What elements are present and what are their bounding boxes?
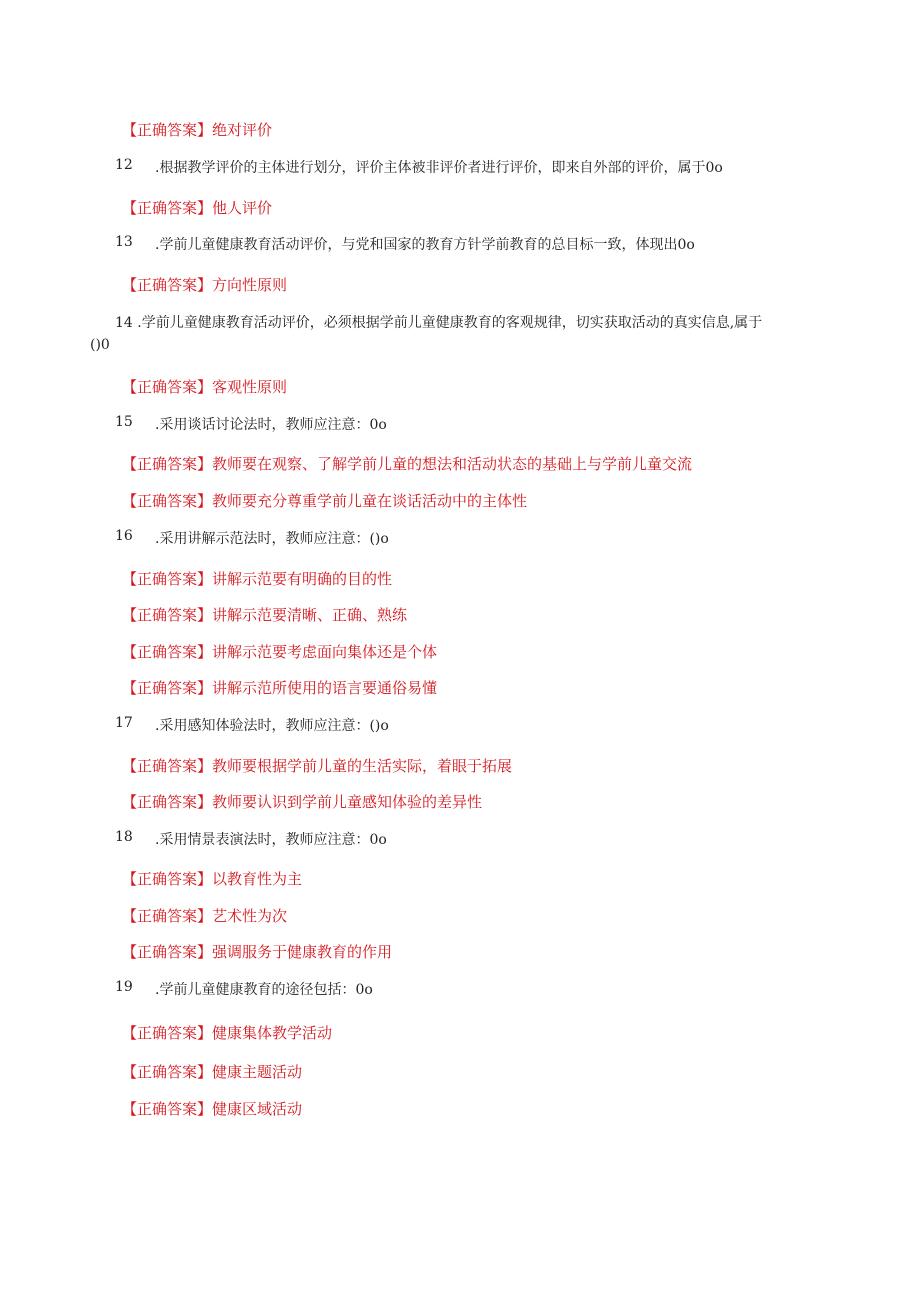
- question-number: 15: [115, 414, 133, 430]
- answer-text: 教师要认识到学前儿童感知体验的差异性: [212, 793, 483, 811]
- question-number: 13: [115, 234, 133, 250]
- answer-line: [122, 453, 692, 474]
- answer-line: [122, 119, 272, 140]
- answer-text: 方向性原则: [212, 276, 288, 294]
- answer-text: 健康区域活动: [212, 1100, 303, 1118]
- answer-text: 健康主题活动: [212, 1063, 303, 1081]
- question-text: .采用情景表演法时，教师应注意：0o: [155, 832, 387, 848]
- answer-label: 【正确答案】: [122, 943, 213, 961]
- answer-label: 【正确答案】: [122, 121, 213, 139]
- answer-label: 【正确答案】: [122, 276, 213, 294]
- answer-text: 客观性原则: [212, 378, 288, 396]
- answer-label: 【正确答案】: [122, 492, 213, 510]
- answer-line: [122, 868, 302, 889]
- answer-text: 以教育性为主: [212, 870, 303, 888]
- answer-label: 【正确答案】: [122, 1100, 213, 1118]
- question-text: .采用谈话讨论法时，教师应注意：0o: [155, 417, 387, 433]
- answer-line: [122, 376, 287, 397]
- question-number: 17: [115, 715, 133, 731]
- question-text: .采用感知体验法时，教师应注意：()o: [155, 718, 389, 734]
- question-number: 19: [115, 979, 133, 995]
- answer-line: [122, 604, 407, 625]
- question-number: 18: [115, 829, 133, 845]
- answer-text: 他人评价: [212, 199, 273, 217]
- answer-label: 【正确答案】: [122, 907, 213, 925]
- answer-text: 讲解示范要清晰、正确、熟练: [212, 606, 408, 624]
- answer-text: 教师要在观察、了解学前儿童的想法和活动状态的基础上与学前儿童交流: [212, 455, 693, 473]
- answer-text: 讲解示范所使用的语言要通俗易懂: [212, 679, 438, 697]
- answer-line: [122, 755, 512, 776]
- answer-label: 【正确答案】: [122, 199, 213, 217]
- question-text: .学前儿童健康教育活动评价，与党和国家的教育方针学前教育的总目标一致，体现出0o: [155, 237, 695, 253]
- answer-label: 【正确答案】: [122, 455, 213, 473]
- answer-line: [122, 791, 482, 812]
- question-text: .根据教学评价的主体进行划分，评价主体被非评价者进行评价，即来自外部的评价，属于0o: [155, 160, 723, 176]
- answer-text: 艺术性为次: [212, 907, 288, 925]
- answer-label: 【正确答案】: [122, 606, 213, 624]
- question-text: .学前儿童健康教育的途径包括：0o: [155, 982, 373, 998]
- answer-line: [122, 1022, 332, 1043]
- answer-line: [122, 568, 392, 589]
- answer-line: [122, 197, 272, 218]
- answer-label: 【正确答案】: [122, 1063, 213, 1081]
- answer-line: [122, 490, 527, 511]
- answer-label: 【正确答案】: [122, 570, 213, 588]
- answer-label: 【正确答案】: [122, 679, 213, 697]
- question-number: 16: [115, 528, 133, 544]
- question-line: 14 .学前儿童健康教育活动评价，必须根据学前儿童健康教育的客观规律，切实获取活动的真实信息,属于: [115, 315, 763, 331]
- answer-line: [122, 274, 287, 295]
- answer-text: 教师要充分尊重学前儿童在谈话活动中的主体性: [212, 492, 528, 510]
- answer-label: 【正确答案】: [122, 793, 213, 811]
- answer-line: [122, 1098, 302, 1119]
- answer-line: [122, 941, 392, 962]
- question-number: 12: [115, 157, 133, 173]
- answer-text: 教师要根据学前儿童的生活实际，着眼于拓展: [212, 757, 513, 775]
- answer-label: 【正确答案】: [122, 870, 213, 888]
- answer-line: [122, 641, 437, 662]
- answer-line: [122, 677, 437, 698]
- answer-text: 健康集体教学活动: [212, 1024, 333, 1042]
- answer-text: 强调服务于健康教育的作用: [212, 943, 393, 961]
- question-text: .采用讲解示范法时，教师应注意：()o: [155, 531, 389, 547]
- answer-text: 讲解示范要有明确的目的性: [212, 570, 393, 588]
- answer-line: [122, 905, 287, 926]
- answer-label: 【正确答案】: [122, 1024, 213, 1042]
- question-line-continuation: ()0: [90, 337, 110, 353]
- answer-text: 绝对评价: [212, 121, 273, 139]
- answer-text: 讲解示范要考虑面向集体还是个体: [212, 643, 438, 661]
- answer-label: 【正确答案】: [122, 378, 213, 396]
- answer-line: [122, 1061, 302, 1082]
- answer-label: 【正确答案】: [122, 757, 213, 775]
- answer-label: 【正确答案】: [122, 643, 213, 661]
